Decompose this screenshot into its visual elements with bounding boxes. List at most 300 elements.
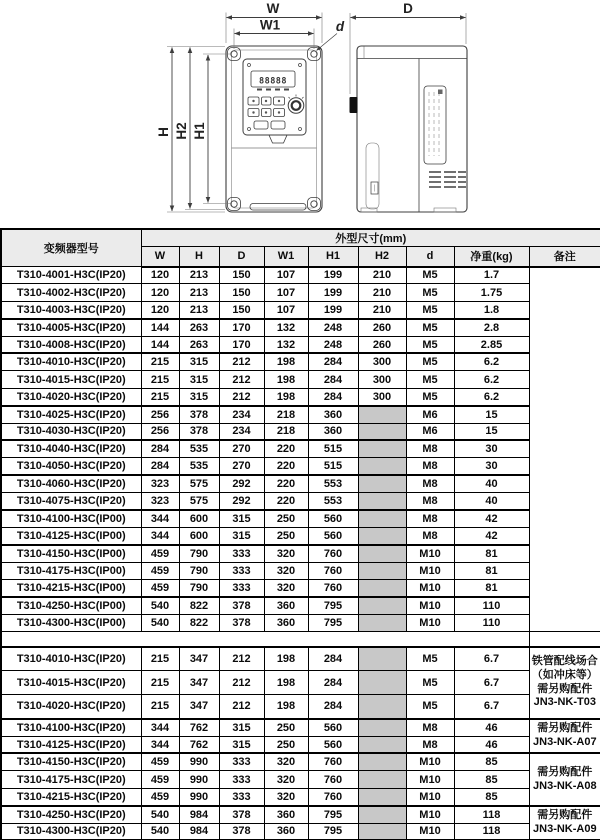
dim-cell: 300 (358, 371, 406, 388)
dim-cell: 284 (308, 388, 358, 405)
table-row (1, 671, 600, 695)
dim-cell: 378 (219, 823, 264, 840)
table-row (1, 695, 600, 719)
table-row (1, 527, 600, 544)
dim-cell: M8 (406, 475, 454, 492)
dim-cell: 795 (308, 597, 358, 614)
dim-cell (358, 580, 406, 597)
dim-cell (358, 510, 406, 527)
dim-cell: 248 (308, 336, 358, 353)
model-cell: T310-4215-H3C(IP00) (1, 580, 141, 597)
dim-cell: 344 (141, 736, 179, 753)
dim-cell: 515 (308, 458, 358, 475)
dim-cell: M10 (406, 806, 454, 823)
dim-cell: 198 (264, 671, 308, 695)
dim-cell: 378 (179, 423, 219, 440)
model-cell: T310-4250-H3C(IP00) (1, 597, 141, 614)
dim-cell: 2.85 (454, 336, 529, 353)
dim-cell: 760 (308, 562, 358, 579)
dim-cell: 220 (264, 440, 308, 457)
dim-cell: 459 (141, 580, 179, 597)
nameplate (424, 86, 446, 164)
table-header (1, 229, 600, 267)
dimensions-table (0, 228, 600, 840)
dim-cell: 212 (219, 695, 264, 719)
dim-cell: 107 (264, 301, 308, 318)
model-cell: T310-4300-H3C(IP20) (1, 823, 141, 840)
dim-cell: 575 (179, 475, 219, 492)
remark-cell: 铁管配线场合 （如冲床等） 需另购配件 JN3-NK-T03 (529, 647, 600, 719)
dim-cell: 234 (219, 423, 264, 440)
table-row (1, 493, 600, 510)
dim-cell: 990 (179, 788, 219, 805)
dim-cell: 212 (219, 647, 264, 671)
dim-cell: 600 (179, 527, 219, 544)
dim-label-w: W (266, 1, 280, 16)
table-row (1, 736, 600, 753)
model-cell: T310-4175-H3C(IP20) (1, 771, 141, 788)
dim-cell: M8 (406, 527, 454, 544)
dim-cell: 284 (141, 440, 179, 457)
dim-cell: M10 (406, 597, 454, 614)
dim-cell: 150 (219, 301, 264, 318)
dim-cell: 6.2 (454, 388, 529, 405)
dim-cell: 150 (219, 284, 264, 301)
dim-cell: 315 (179, 388, 219, 405)
dim-cell: 378 (219, 597, 264, 614)
dim-cell: M8 (406, 458, 454, 475)
indicator-mark (266, 89, 271, 91)
dim-cell: 459 (141, 753, 179, 770)
dim-cell: 320 (264, 771, 308, 788)
dim-cell: 144 (141, 319, 179, 336)
dim-cell: 256 (141, 406, 179, 423)
dim-cell: 118 (454, 806, 529, 823)
dim-cell: 250 (264, 527, 308, 544)
dim-cell: M8 (406, 493, 454, 510)
dim-cell: 263 (179, 319, 219, 336)
dim-cell: 42 (454, 510, 529, 527)
dim-cell: 762 (179, 719, 219, 736)
dim-cell: 822 (179, 597, 219, 614)
dim-cell: 540 (141, 806, 179, 823)
dim-cell: 284 (308, 353, 358, 370)
dim-cell: 250 (264, 510, 308, 527)
dim-cell: M5 (406, 267, 454, 284)
dim-cell: M8 (406, 719, 454, 736)
dim-cell: 81 (454, 580, 529, 597)
dim-cell: 323 (141, 493, 179, 510)
header-col-weight: 净重(kg) (454, 247, 529, 267)
dim-cell: 199 (308, 267, 358, 284)
dim-cell: 215 (141, 388, 179, 405)
header-col-h: H (179, 247, 219, 267)
dim-cell (358, 458, 406, 475)
dim-cell: 315 (179, 371, 219, 388)
dimension-drawing (0, 0, 600, 228)
dim-cell: 560 (308, 510, 358, 527)
dim-cell: 40 (454, 475, 529, 492)
dim-cell: 213 (179, 284, 219, 301)
dim-cell: 360 (264, 614, 308, 631)
dim-cell: 790 (179, 562, 219, 579)
dim-cell: 260 (358, 336, 406, 353)
dim-cell: 42 (454, 527, 529, 544)
dim-cell: 553 (308, 475, 358, 492)
remark-cell (529, 267, 600, 632)
table-row (1, 788, 600, 805)
dim-label-hole: d (335, 19, 345, 34)
table-row (1, 267, 600, 284)
dim-cell: 515 (308, 440, 358, 457)
remark-cell: 需另购配件 JN3-NK-A08 (529, 753, 600, 805)
dim-cell (358, 475, 406, 492)
table-row (1, 771, 600, 788)
dim-cell: 347 (179, 695, 219, 719)
remark-cell: 需另购配件 JN3-NK-A07 (529, 719, 600, 754)
dimension-lines (156, 1, 466, 212)
dim-cell: 212 (219, 671, 264, 695)
table-row (1, 647, 600, 671)
dim-cell: 284 (141, 458, 179, 475)
dim-cell: 118 (454, 823, 529, 840)
dim-cell: 46 (454, 719, 529, 736)
dim-cell: 560 (308, 736, 358, 753)
dim-cell: 198 (264, 695, 308, 719)
dim-cell (358, 562, 406, 579)
dim-cell: 263 (179, 336, 219, 353)
dim-cell: 360 (308, 406, 358, 423)
dim-cell: 535 (179, 458, 219, 475)
dim-cell: 315 (219, 510, 264, 527)
dim-cell: 284 (308, 371, 358, 388)
table-row (1, 406, 600, 423)
header-col-h2: H2 (358, 247, 406, 267)
table-row (1, 301, 600, 318)
dim-cell: 315 (219, 736, 264, 753)
dim-label-w1: W1 (259, 17, 281, 33)
dim-cell: 553 (308, 493, 358, 510)
dim-cell: 333 (219, 545, 264, 562)
table-row (1, 597, 600, 614)
dim-cell (358, 527, 406, 544)
dim-cell: 990 (179, 771, 219, 788)
dim-cell: 107 (264, 267, 308, 284)
dim-cell: 270 (219, 458, 264, 475)
dim-cell: 315 (219, 719, 264, 736)
dim-label-depth: D (403, 1, 413, 16)
dim-cell: 198 (264, 647, 308, 671)
dim-cell (358, 771, 406, 788)
keypad-button (271, 121, 285, 129)
dim-cell: 300 (358, 353, 406, 370)
dim-cell (358, 614, 406, 631)
dim-cell: 315 (219, 527, 264, 544)
dim-cell: 210 (358, 267, 406, 284)
dim-cell: 284 (308, 647, 358, 671)
dim-cell: 30 (454, 458, 529, 475)
dim-cell: M8 (406, 510, 454, 527)
model-cell: T310-4125-H3C(IP00) (1, 527, 141, 544)
dim-cell: 284 (308, 671, 358, 695)
dim-cell: 120 (141, 301, 179, 318)
header-model: 变频器型号 (1, 229, 141, 267)
vent-slots (429, 172, 466, 187)
dim-cell: 250 (264, 719, 308, 736)
dim-cell: 150 (219, 267, 264, 284)
dim-cell: 260 (358, 319, 406, 336)
model-cell: T310-4050-H3C(IP20) (1, 458, 141, 475)
dim-cell: M5 (406, 284, 454, 301)
keypad-display: 88888 (258, 76, 288, 87)
model-cell: T310-4150-H3C(IP00) (1, 545, 141, 562)
table-row (1, 371, 600, 388)
table-row (1, 719, 600, 736)
dim-cell: 378 (219, 614, 264, 631)
model-cell: T310-4010-H3C(IP20) (1, 353, 141, 370)
table-row (1, 440, 600, 457)
dim-cell: M5 (406, 301, 454, 318)
dim-cell: 284 (308, 695, 358, 719)
dim-cell: 292 (219, 493, 264, 510)
dim-cell: 333 (219, 771, 264, 788)
table-row (1, 458, 600, 475)
header-col-remark: 备注 (529, 247, 600, 267)
dim-label-h1: H1 (192, 122, 207, 140)
dim-cell: 320 (264, 545, 308, 562)
model-cell: T310-4100-H3C(IP20) (1, 719, 141, 736)
dim-cell: 218 (264, 423, 308, 440)
model-cell: T310-4125-H3C(IP20) (1, 736, 141, 753)
dim-cell: 378 (219, 806, 264, 823)
dim-cell: 344 (141, 527, 179, 544)
model-cell: T310-4005-H3C(IP20) (1, 319, 141, 336)
dim-cell: 218 (264, 406, 308, 423)
table-row (1, 319, 600, 336)
dim-cell (358, 806, 406, 823)
dim-cell (358, 406, 406, 423)
model-cell: T310-4300-H3C(IP00) (1, 614, 141, 631)
table-row (1, 388, 600, 405)
model-cell: T310-4025-H3C(IP20) (1, 406, 141, 423)
dim-cell: 378 (179, 406, 219, 423)
dim-cell: 110 (454, 597, 529, 614)
dim-cell: M10 (406, 788, 454, 805)
dim-cell: 212 (219, 371, 264, 388)
dim-cell: 234 (219, 406, 264, 423)
header-dims-group: 外型尺寸(mm) (141, 229, 600, 247)
model-cell: T310-4015-H3C(IP20) (1, 371, 141, 388)
dim-cell: 984 (179, 806, 219, 823)
model-cell: T310-4002-H3C(IP20) (1, 284, 141, 301)
header-col-hole: d (406, 247, 454, 267)
section-spacer (1, 632, 600, 647)
dim-cell: 1.75 (454, 284, 529, 301)
dim-cell: 540 (141, 597, 179, 614)
table-row (1, 475, 600, 492)
model-cell: T310-4020-H3C(IP20) (1, 695, 141, 719)
dim-label-h: H (156, 127, 171, 137)
dim-cell: 333 (219, 580, 264, 597)
model-cell: T310-4075-H3C(IP20) (1, 493, 141, 510)
dim-cell: 199 (308, 301, 358, 318)
technical-drawing (0, 0, 600, 228)
dim-cell: 215 (141, 647, 179, 671)
dim-cell: 85 (454, 753, 529, 770)
dim-cell: 213 (179, 301, 219, 318)
dim-cell (358, 695, 406, 719)
dim-cell: M5 (406, 388, 454, 405)
dim-cell: 81 (454, 545, 529, 562)
dim-cell: 212 (219, 388, 264, 405)
dim-cell: 198 (264, 388, 308, 405)
dim-cell: 220 (264, 493, 308, 510)
dim-cell: M10 (406, 545, 454, 562)
dim-cell: M8 (406, 440, 454, 457)
indicator-mark (257, 89, 262, 91)
spacer-row (1, 632, 600, 647)
dim-cell: 459 (141, 562, 179, 579)
dim-cell: 144 (141, 336, 179, 353)
dim-cell: 170 (219, 319, 264, 336)
dim-cell: 1.7 (454, 267, 529, 284)
model-cell: T310-4150-H3C(IP20) (1, 753, 141, 770)
table-row (1, 823, 600, 840)
dim-cell: 220 (264, 458, 308, 475)
front-view (226, 46, 322, 212)
dim-cell: 40 (454, 493, 529, 510)
table-row (1, 284, 600, 301)
dim-cell (358, 545, 406, 562)
dim-cell: 6.2 (454, 353, 529, 370)
table-row (1, 580, 600, 597)
dim-cell (358, 423, 406, 440)
dim-cell: 1.8 (454, 301, 529, 318)
dim-cell (358, 597, 406, 614)
dim-cell: 360 (264, 806, 308, 823)
dim-cell: 6.7 (454, 647, 529, 671)
table-section-accessory (1, 647, 600, 840)
dim-cell: 790 (179, 580, 219, 597)
dim-cell: 292 (219, 475, 264, 492)
model-cell: T310-4015-H3C(IP20) (1, 671, 141, 695)
dim-cell: 215 (141, 353, 179, 370)
model-cell: T310-4175-H3C(IP00) (1, 562, 141, 579)
dim-cell: 822 (179, 614, 219, 631)
dim-cell: 795 (308, 614, 358, 631)
dim-cell: M5 (406, 336, 454, 353)
remark-cell: 需另购配件 JN3-NK-A09 (529, 806, 600, 840)
header-col-w1: W1 (264, 247, 308, 267)
model-cell: T310-4215-H3C(IP20) (1, 788, 141, 805)
dim-cell: 347 (179, 647, 219, 671)
dim-cell: 760 (308, 753, 358, 770)
side-view (350, 46, 468, 212)
dim-cell (358, 719, 406, 736)
dim-cell: M10 (406, 753, 454, 770)
table-row (1, 510, 600, 527)
dim-cell: 760 (308, 545, 358, 562)
model-cell: T310-4003-H3C(IP20) (1, 301, 141, 318)
dim-cell (358, 671, 406, 695)
table-row (1, 562, 600, 579)
table-row (1, 336, 600, 353)
dim-cell: 215 (141, 671, 179, 695)
table-row (1, 614, 600, 631)
dim-cell (358, 753, 406, 770)
dim-cell: 110 (454, 614, 529, 631)
dim-cell: 360 (308, 423, 358, 440)
dim-cell: M5 (406, 319, 454, 336)
dim-cell: M5 (406, 671, 454, 695)
dim-cell: 333 (219, 788, 264, 805)
dim-cell: 212 (219, 353, 264, 370)
dim-cell: 30 (454, 440, 529, 457)
dim-cell: M5 (406, 371, 454, 388)
model-cell: T310-4040-H3C(IP20) (1, 440, 141, 457)
table-row (1, 423, 600, 440)
spacer-remark-cell (529, 632, 600, 647)
dim-cell: 760 (308, 771, 358, 788)
dim-cell: M5 (406, 647, 454, 671)
dim-cell (358, 440, 406, 457)
table-row (1, 545, 600, 562)
dim-cell: 540 (141, 823, 179, 840)
dim-cell: M10 (406, 771, 454, 788)
dim-cell: 320 (264, 562, 308, 579)
dim-cell (358, 823, 406, 840)
dim-cell: 320 (264, 580, 308, 597)
model-cell: T310-4100-H3C(IP00) (1, 510, 141, 527)
dim-cell: 120 (141, 267, 179, 284)
dim-cell: 760 (308, 580, 358, 597)
table-row (1, 753, 600, 770)
dim-cell: 323 (141, 475, 179, 492)
model-cell: T310-4001-H3C(IP20) (1, 267, 141, 284)
dim-cell: 107 (264, 284, 308, 301)
model-cell: T310-4060-H3C(IP20) (1, 475, 141, 492)
dim-cell: 333 (219, 562, 264, 579)
dim-cell: M6 (406, 423, 454, 440)
dim-cell (358, 647, 406, 671)
dim-cell: 132 (264, 319, 308, 336)
header-col-w: W (141, 247, 179, 267)
dim-cell: 795 (308, 823, 358, 840)
dim-cell: 6.7 (454, 671, 529, 695)
dim-label-h2: H2 (174, 122, 189, 140)
dim-cell: M5 (406, 353, 454, 370)
dim-cell: 984 (179, 823, 219, 840)
dim-cell: 250 (264, 736, 308, 753)
dim-cell: M10 (406, 823, 454, 840)
dim-cell: 535 (179, 440, 219, 457)
dim-cell: 320 (264, 753, 308, 770)
model-cell: T310-4008-H3C(IP20) (1, 336, 141, 353)
dim-cell: 347 (179, 671, 219, 695)
dim-cell: 333 (219, 753, 264, 770)
dim-cell: 795 (308, 806, 358, 823)
dim-cell: 248 (308, 319, 358, 336)
dim-cell: 120 (141, 284, 179, 301)
dim-cell: 320 (264, 788, 308, 805)
dim-cell: 213 (179, 267, 219, 284)
dim-cell: M10 (406, 562, 454, 579)
indicator-mark (284, 89, 289, 91)
indicator-mark (275, 89, 280, 91)
spacer-cell (1, 632, 529, 647)
table-row (1, 806, 600, 823)
dim-cell: 6.2 (454, 371, 529, 388)
